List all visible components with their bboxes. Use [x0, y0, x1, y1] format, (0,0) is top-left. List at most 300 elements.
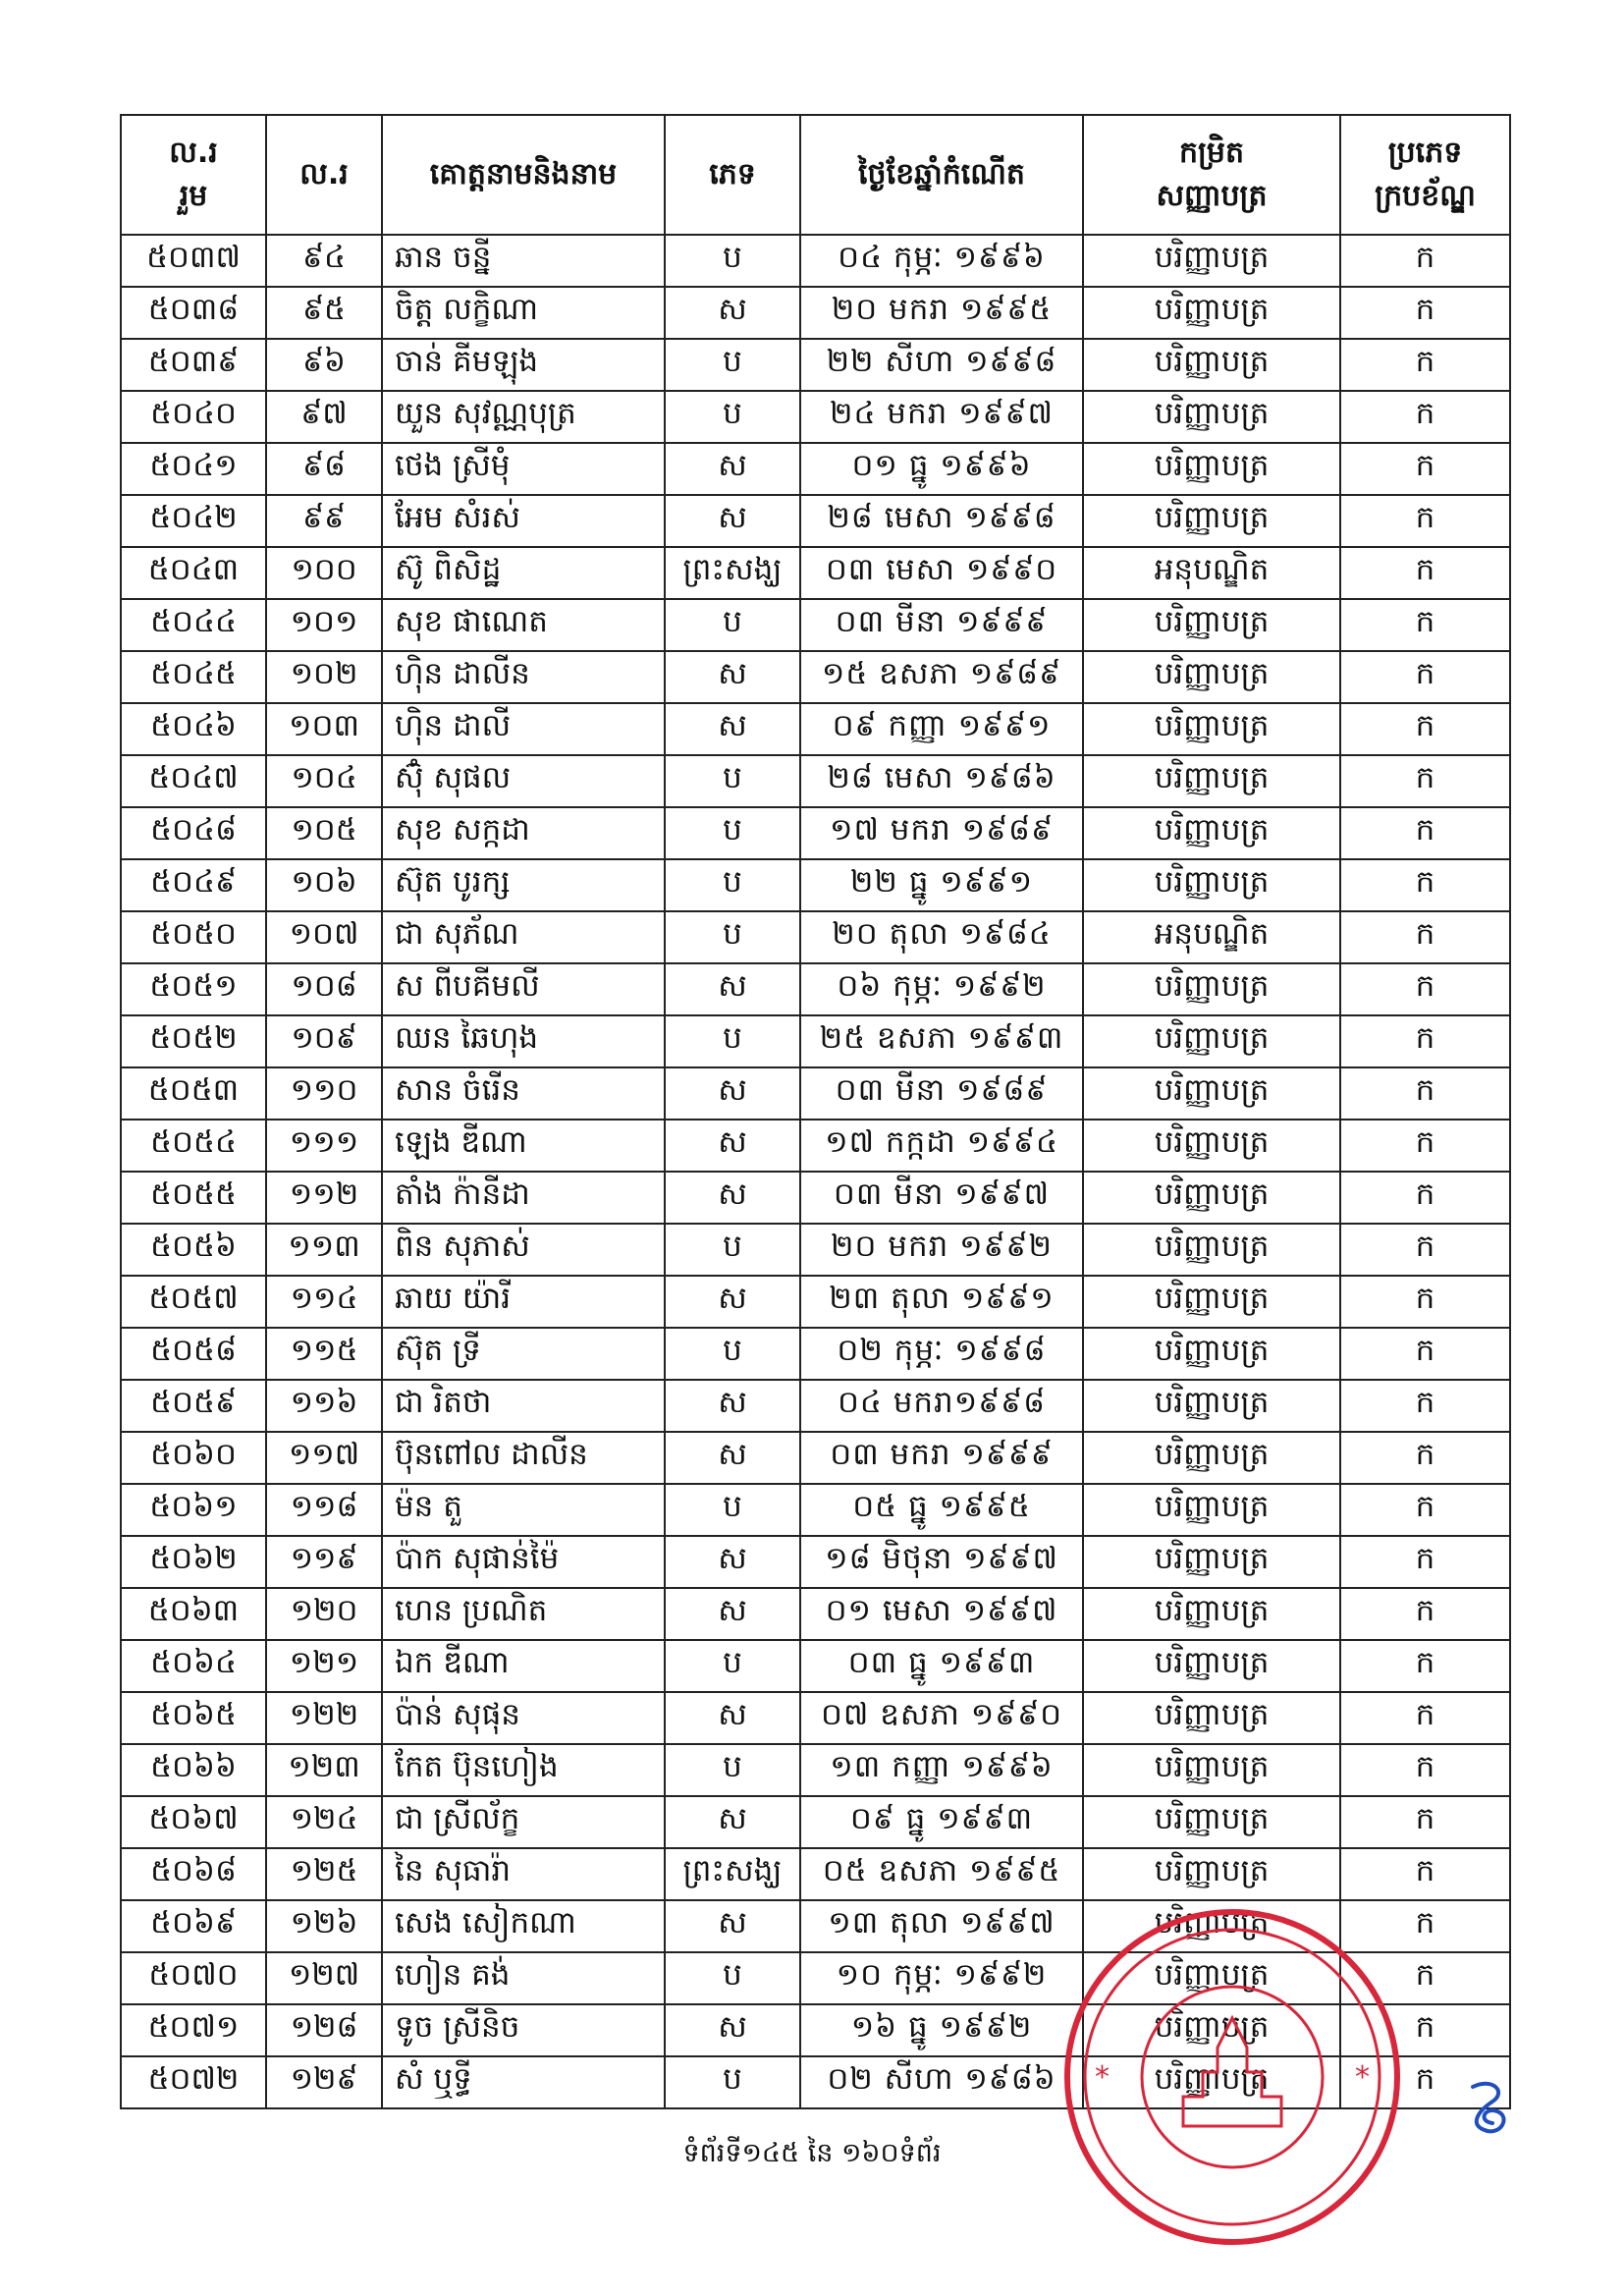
gender-cell: ប: [665, 391, 800, 443]
date-of-birth-cell: ០៣ មីនា ១៩៩៧: [800, 1172, 1083, 1224]
overall-number-cell: ៥០៤១: [121, 443, 266, 495]
stamp-outer-ring: [1067, 1912, 1397, 2242]
column-header-line: គោត្តនាមនិងនាម: [429, 157, 618, 191]
row-number-cell: ១០៤: [266, 755, 382, 807]
row-number-cell: ១១៨: [266, 1484, 382, 1536]
date-of-birth-cell: ០២ សីហា ១៩៨៦: [800, 2056, 1083, 2108]
framework-type-cell: ក: [1340, 2056, 1510, 2108]
table-row: [121, 1276, 1510, 1328]
full-name-cell: ស៊ុំ សុផល: [382, 755, 665, 807]
gender-cell: ស: [665, 495, 800, 547]
overall-number-cell: ៥០៤៣: [121, 547, 266, 599]
full-name-cell: ហ៊ិន ដាលីន: [382, 651, 665, 703]
degree-level-cell: បរិញ្ញាបត្រ: [1083, 1067, 1340, 1120]
overall-number-cell: ៥០៧០: [121, 1952, 266, 2004]
date-of-birth-cell: ០៣ មីនា ១៩៨៩: [800, 1067, 1083, 1120]
overall-number-cell: ៥០៤៨: [121, 807, 266, 859]
date-of-birth-cell: ២០ មករា ១៩៩៥: [800, 287, 1083, 339]
table-row: [121, 235, 1510, 287]
overall-number-cell: ៥០៥២: [121, 1015, 266, 1067]
framework-type-cell: ក: [1340, 963, 1510, 1015]
degree-level-cell: បរិញ្ញាបត្រ: [1083, 1224, 1340, 1276]
degree-level-cell: បរិញ្ញាបត្រ: [1083, 287, 1340, 339]
row-number-cell: ១១៣: [266, 1224, 382, 1276]
row-number-cell: ១១២: [266, 1172, 382, 1224]
row-number-cell: ១០៦: [266, 859, 382, 911]
date-of-birth-cell: ០៥ ឧសភា ១៩៩៥: [800, 1848, 1083, 1900]
date-of-birth-cell: ១៦ ធ្នូ ១៩៩២: [800, 2004, 1083, 2056]
degree-level-cell: អនុបណ្ឌិត: [1083, 911, 1340, 963]
overall-number-cell: ៥០៥១: [121, 963, 266, 1015]
overall-number-cell: ៥០៦៦: [121, 1744, 266, 1796]
row-number-cell: ១០០: [266, 547, 382, 599]
framework-type-cell: ក: [1340, 651, 1510, 703]
official-seal-stamp: [1056, 1900, 1409, 2254]
degree-level-cell: បរិញ្ញាបត្រ: [1083, 1380, 1340, 1432]
degree-level-cell: បរិញ្ញាបត្រ: [1083, 2056, 1340, 2108]
date-of-birth-cell: ០៩ កញ្ញា ១៩៩១: [800, 703, 1083, 755]
column-header-5: [1083, 115, 1340, 235]
date-of-birth-cell: ១០ កុម្ភៈ ១៩៩២: [800, 1952, 1083, 2004]
degree-level-cell: បរិញ្ញាបត្រ: [1083, 1848, 1340, 1900]
column-header-line: ថ្ងៃខែឆ្នាំកំណើត: [858, 157, 1025, 191]
degree-level-cell: បរិញ្ញាបត្រ: [1083, 495, 1340, 547]
table-row: [121, 1172, 1510, 1224]
overall-number-cell: ៥០៦៧: [121, 1796, 266, 1848]
gender-cell: ប: [665, 1744, 800, 1796]
gender-cell: ស: [665, 1536, 800, 1588]
table-row: [121, 1588, 1510, 1640]
row-number-cell: ១២៨: [266, 2004, 382, 2056]
row-number-cell: ១០២: [266, 651, 382, 703]
overall-number-cell: ៥០៤៧: [121, 755, 266, 807]
row-number-cell: ១១៤: [266, 1276, 382, 1328]
row-number-cell: ១២៦: [266, 1900, 382, 1952]
overall-number-cell: ៥០៤៦: [121, 703, 266, 755]
table-row: [121, 1015, 1510, 1067]
date-of-birth-cell: ២៨ មេសា ១៩៩៨: [800, 495, 1083, 547]
gender-cell: ស: [665, 1380, 800, 1432]
framework-type-cell: ក: [1340, 1276, 1510, 1328]
framework-type-cell: ក: [1340, 911, 1510, 963]
row-number-cell: ៩៦: [266, 339, 382, 391]
overall-number-cell: ៥០៦៣: [121, 1588, 266, 1640]
table-row: [121, 859, 1510, 911]
full-name-cell: ពិន សុភាស់: [382, 1224, 665, 1276]
degree-level-cell: បរិញ្ញាបត្រ: [1083, 1640, 1340, 1692]
row-number-cell: ១០៩: [266, 1015, 382, 1067]
overall-number-cell: ៥០៣៩: [121, 339, 266, 391]
table-row: [121, 1120, 1510, 1172]
degree-level-cell: បរិញ្ញាបត្រ: [1083, 1744, 1340, 1796]
degree-level-cell: បរិញ្ញាបត្រ: [1083, 1536, 1340, 1588]
table-body: [121, 235, 1510, 2108]
gender-cell: ប: [665, 1640, 800, 1692]
table-row: [121, 807, 1510, 859]
framework-type-cell: ក: [1340, 339, 1510, 391]
table-row: [121, 651, 1510, 703]
full-name-cell: សេង សៀកណា: [382, 1900, 665, 1952]
overall-number-cell: ៥០៦៨: [121, 1848, 266, 1900]
gender-cell: ស: [665, 443, 800, 495]
degree-level-cell: បរិញ្ញាបត្រ: [1083, 1276, 1340, 1328]
gender-cell: ស: [665, 287, 800, 339]
date-of-birth-cell: ០៣ មករា ១៩៩៩: [800, 1432, 1083, 1484]
framework-type-cell: ក: [1340, 1796, 1510, 1848]
full-name-cell: នៃ សុធារ៉ា: [382, 1848, 665, 1900]
framework-type-cell: ក: [1340, 859, 1510, 911]
gender-cell: ប: [665, 339, 800, 391]
table-row: [121, 1224, 1510, 1276]
full-name-cell: ស៊ុត ទ្រី: [382, 1328, 665, 1380]
overall-number-cell: ៥០៦៤: [121, 1640, 266, 1692]
row-number-cell: ១១៩: [266, 1536, 382, 1588]
overall-number-cell: ៥០៣៨: [121, 287, 266, 339]
gender-cell: ប: [665, 1224, 800, 1276]
degree-level-cell: បរិញ្ញាបត្រ: [1083, 1172, 1340, 1224]
framework-type-cell: ក: [1340, 1640, 1510, 1692]
row-number-cell: ១១៧: [266, 1432, 382, 1484]
table-row: [121, 1484, 1510, 1536]
date-of-birth-cell: ២៤ មករា ១៩៩៧: [800, 391, 1083, 443]
degree-level-cell: បរិញ្ញាបត្រ: [1083, 339, 1340, 391]
column-header-6: [1340, 115, 1510, 235]
full-name-cell: សំ ឬទ្ធី: [382, 2056, 665, 2108]
page-number-footer: ទំព័រទី១៤៥ នៃ ១៦០ទំព័រ: [682, 2138, 942, 2168]
gender-cell: ស: [665, 963, 800, 1015]
overall-number-cell: ៥០៤០: [121, 391, 266, 443]
framework-type-cell: ក: [1340, 1328, 1510, 1380]
overall-number-cell: ៥០៤៥: [121, 651, 266, 703]
degree-level-cell: បរិញ្ញាបត្រ: [1083, 1952, 1340, 2004]
gender-cell: ស: [665, 1692, 800, 1744]
date-of-birth-cell: ២០ តុលា ១៩៨៤: [800, 911, 1083, 963]
row-number-cell: ៩៧: [266, 391, 382, 443]
framework-type-cell: ក: [1340, 1848, 1510, 1900]
overall-number-cell: ៥០៥៨: [121, 1328, 266, 1380]
overall-number-cell: ៥០៧២: [121, 2056, 266, 2108]
gender-cell: ស: [665, 1588, 800, 1640]
degree-level-cell: បរិញ្ញាបត្រ: [1083, 1432, 1340, 1484]
date-of-birth-cell: ២០ មករា ១៩៩២: [800, 1224, 1083, 1276]
table-row: [121, 443, 1510, 495]
table-row: [121, 1744, 1510, 1796]
degree-level-cell: បរិញ្ញាបត្រ: [1083, 1692, 1340, 1744]
degree-level-cell: បរិញ្ញាបត្រ: [1083, 1484, 1340, 1536]
full-name-cell: ហ៊ិន ដាលី: [382, 703, 665, 755]
date-of-birth-cell: ១៧ មករា ១៩៨៩: [800, 807, 1083, 859]
column-header-0: [121, 115, 266, 235]
degree-level-cell: បរិញ្ញាបត្រ: [1083, 1328, 1340, 1380]
column-header-line: រួម: [179, 179, 208, 213]
full-name-cell: ម៉ន តួ: [382, 1484, 665, 1536]
overall-number-cell: ៥០៥៤: [121, 1120, 266, 1172]
gender-cell: ប: [665, 599, 800, 651]
column-header-line: ល.រ: [299, 157, 349, 191]
degree-level-cell: បរិញ្ញាបត្រ: [1083, 1120, 1340, 1172]
date-of-birth-cell: ២២ ធ្នូ ១៩៩១: [800, 859, 1083, 911]
framework-type-cell: ក: [1340, 2004, 1510, 2056]
row-number-cell: ១០៨: [266, 963, 382, 1015]
full-name-cell: ឆាន ចន្នី: [382, 235, 665, 287]
row-number-cell: ១២៣: [266, 1744, 382, 1796]
overall-number-cell: ៥០៥៦: [121, 1224, 266, 1276]
degree-level-cell: បរិញ្ញាបត្រ: [1083, 703, 1340, 755]
framework-type-cell: ក: [1340, 1380, 1510, 1432]
full-name-cell: ថេង ស្រីមុំ: [382, 443, 665, 495]
date-of-birth-cell: ០៧ ឧសភា ១៩៩០: [800, 1692, 1083, 1744]
framework-type-cell: ក: [1340, 1067, 1510, 1120]
full-name-cell: ជា ស្រីល័ក្ខ: [382, 1796, 665, 1848]
roster-table: [120, 114, 1511, 2109]
framework-type-cell: ក: [1340, 1952, 1510, 2004]
column-header-line: សញ្ញាបត្រ: [1156, 179, 1268, 213]
overall-number-cell: ៥០៦២: [121, 1536, 266, 1588]
table-row: [121, 755, 1510, 807]
table-header-row: [121, 115, 1510, 235]
row-number-cell: ១២១: [266, 1640, 382, 1692]
overall-number-cell: ៥០៦១: [121, 1484, 266, 1536]
framework-type-cell: ក: [1340, 391, 1510, 443]
date-of-birth-cell: ១៣ តុលា ១៩៩៧: [800, 1900, 1083, 1952]
full-name-cell: ស៊ុត បូរក្ស: [382, 859, 665, 911]
framework-type-cell: ក: [1340, 1172, 1510, 1224]
full-name-cell: ឈន ឆៃហុង: [382, 1015, 665, 1067]
date-of-birth-cell: ២៣ តុលា ១៩៩១: [800, 1276, 1083, 1328]
overall-number-cell: ៥០៥០: [121, 911, 266, 963]
framework-type-cell: ក: [1340, 1900, 1510, 1952]
date-of-birth-cell: ១៧ កក្កដា ១៩៩៤: [800, 1120, 1083, 1172]
row-number-cell: ៩៩: [266, 495, 382, 547]
table-row: [121, 599, 1510, 651]
framework-type-cell: ក: [1340, 599, 1510, 651]
row-number-cell: ១២២: [266, 1692, 382, 1744]
gender-cell: ព្រះសង្ឃ: [665, 547, 800, 599]
date-of-birth-cell: ០២ កុម្ភៈ ១៩៩៨: [800, 1328, 1083, 1380]
full-name-cell: ទូច ស្រីនិច: [382, 2004, 665, 2056]
framework-type-cell: ក: [1340, 1536, 1510, 1588]
framework-type-cell: ក: [1340, 807, 1510, 859]
full-name-cell: កែត ប៊ុនហៀង: [382, 1744, 665, 1796]
full-name-cell: ចិត្ត លក្ខិណា: [382, 287, 665, 339]
full-name-cell: ហៀន គង់: [382, 1952, 665, 2004]
table-row: [121, 703, 1510, 755]
framework-type-cell: ក: [1340, 443, 1510, 495]
full-name-cell: ជា រិតថា: [382, 1380, 665, 1432]
overall-number-cell: ៥០៦៥: [121, 1692, 266, 1744]
overall-number-cell: ៥០៤២: [121, 495, 266, 547]
overall-number-cell: ៥០៥៣: [121, 1067, 266, 1120]
date-of-birth-cell: ២៥ ឧសភា ១៩៩៣: [800, 1015, 1083, 1067]
signature-mark: [1453, 2072, 1522, 2141]
stamp-star-right: *: [1355, 2060, 1370, 2095]
date-of-birth-cell: ០៦ កុម្ភៈ ១៩៩២: [800, 963, 1083, 1015]
table-row: [121, 911, 1510, 963]
full-name-cell: ស ពីបគីមលី: [382, 963, 665, 1015]
table-row: [121, 391, 1510, 443]
column-header-line: ភេទ: [709, 157, 756, 191]
full-name-cell: ប៊ុនពៅល ដាលីន: [382, 1432, 665, 1484]
date-of-birth-cell: ២៨ មេសា ១៩៨៦: [800, 755, 1083, 807]
row-number-cell: ១២០: [266, 1588, 382, 1640]
table-row: [121, 1380, 1510, 1432]
overall-number-cell: ៥០៥៥: [121, 1172, 266, 1224]
gender-cell: ស: [665, 1067, 800, 1120]
full-name-cell: ស៊ូ ពិសិដ្ឋ: [382, 547, 665, 599]
full-name-cell: ជា សុភ័ណ: [382, 911, 665, 963]
row-number-cell: ១០១: [266, 599, 382, 651]
signature-stroke: [1473, 2084, 1504, 2132]
table-row: [121, 1536, 1510, 1588]
gender-cell: ព្រះសង្ឃ: [665, 1848, 800, 1900]
framework-type-cell: ក: [1340, 287, 1510, 339]
degree-level-cell: បរិញ្ញាបត្រ: [1083, 1900, 1340, 1952]
overall-number-cell: ៥០៦៩: [121, 1900, 266, 1952]
framework-type-cell: ក: [1340, 547, 1510, 599]
framework-type-cell: ក: [1340, 1744, 1510, 1796]
stamp-inner-ring: [1085, 1930, 1380, 2224]
table-row: [121, 1848, 1510, 1900]
date-of-birth-cell: ០៣ ធ្នូ ១៩៩៣: [800, 1640, 1083, 1692]
row-number-cell: ៩៥: [266, 287, 382, 339]
table-row: [121, 1640, 1510, 1692]
full-name-cell: ឯក ឌីណា: [382, 1640, 665, 1692]
column-header-2: [382, 115, 665, 235]
column-header-1: [266, 115, 382, 235]
row-number-cell: ១១៦: [266, 1380, 382, 1432]
overall-number-cell: ៥០៣៧: [121, 235, 266, 287]
gender-cell: ប: [665, 755, 800, 807]
full-name-cell: អែម សំរស់: [382, 495, 665, 547]
row-number-cell: ១២៤: [266, 1796, 382, 1848]
full-name-cell: ប៉ាន់ សុផុន: [382, 1692, 665, 1744]
gender-cell: ប: [665, 1484, 800, 1536]
full-name-cell: ចាន់ គីមឡុង: [382, 339, 665, 391]
full-name-cell: ឡេង ឌីណា: [382, 1120, 665, 1172]
row-number-cell: ១១៥: [266, 1328, 382, 1380]
stamp-star-left: *: [1095, 2060, 1110, 2095]
degree-level-cell: បរិញ្ញាបត្រ: [1083, 2004, 1340, 2056]
row-number-cell: ១០៧: [266, 911, 382, 963]
degree-level-cell: បរិញ្ញាបត្រ: [1083, 443, 1340, 495]
table-row: [121, 339, 1510, 391]
date-of-birth-cell: ១៣ កញ្ញា ១៩៩៦: [800, 1744, 1083, 1796]
overall-number-cell: ៥០៤៩: [121, 859, 266, 911]
date-of-birth-cell: ០៤ មករា១៩៩៨: [800, 1380, 1083, 1432]
gender-cell: ប: [665, 859, 800, 911]
gender-cell: ស: [665, 651, 800, 703]
gender-cell: ប: [665, 235, 800, 287]
full-name-cell: ប៉ាក សុផាន់ម៉ៃ: [382, 1536, 665, 1588]
row-number-cell: ១២៥: [266, 1848, 382, 1900]
framework-type-cell: ក: [1340, 1588, 1510, 1640]
framework-type-cell: ក: [1340, 235, 1510, 287]
gender-cell: ស: [665, 1432, 800, 1484]
overall-number-cell: ៥០៤៤: [121, 599, 266, 651]
overall-number-cell: ៥០៥៩: [121, 1380, 266, 1432]
date-of-birth-cell: ០១ មេសា ១៩៩៧: [800, 1588, 1083, 1640]
row-number-cell: ១០៣: [266, 703, 382, 755]
column-header-4: [800, 115, 1083, 235]
gender-cell: ស: [665, 1900, 800, 1952]
degree-level-cell: បរិញ្ញាបត្រ: [1083, 859, 1340, 911]
gender-cell: ស: [665, 1120, 800, 1172]
temple-emblem-icon: [1183, 2018, 1281, 2126]
degree-level-cell: បរិញ្ញាបត្រ: [1083, 235, 1340, 287]
degree-level-cell: បរិញ្ញាបត្រ: [1083, 391, 1340, 443]
gender-cell: ស: [665, 703, 800, 755]
date-of-birth-cell: ០៥ ធ្នូ ១៩៩៥: [800, 1484, 1083, 1536]
framework-type-cell: ក: [1340, 1484, 1510, 1536]
framework-type-cell: ក: [1340, 1120, 1510, 1172]
gender-cell: ប: [665, 911, 800, 963]
overall-number-cell: ៥០៦០: [121, 1432, 266, 1484]
row-number-cell: ៩៤: [266, 235, 382, 287]
gender-cell: ប: [665, 1952, 800, 2004]
framework-type-cell: ក: [1340, 1224, 1510, 1276]
date-of-birth-cell: ២២ សីហា ១៩៩៨: [800, 339, 1083, 391]
column-header-line: ក្របខ័ណ្ឌ: [1375, 179, 1476, 213]
row-number-cell: ១០៥: [266, 807, 382, 859]
table-row: [121, 287, 1510, 339]
gender-cell: ស: [665, 1276, 800, 1328]
gender-cell: ប: [665, 807, 800, 859]
table-row: [121, 1692, 1510, 1744]
gender-cell: ប: [665, 1015, 800, 1067]
column-header-3: [665, 115, 800, 235]
degree-level-cell: បរិញ្ញាបត្រ: [1083, 1588, 1340, 1640]
table-row: [121, 1067, 1510, 1120]
degree-level-cell: បរិញ្ញាបត្រ: [1083, 651, 1340, 703]
date-of-birth-cell: ០៣ មីនា ១៩៩៩: [800, 599, 1083, 651]
full-name-cell: តាំង ក៉ានីដា: [382, 1172, 665, 1224]
full-name-cell: សុខ ផាណេត: [382, 599, 665, 651]
framework-type-cell: ក: [1340, 1015, 1510, 1067]
full-name-cell: ឆាយ យ៉ារី: [382, 1276, 665, 1328]
table-row: [121, 547, 1510, 599]
full-name-cell: យួន សុវណ្ណបុត្រ: [382, 391, 665, 443]
row-number-cell: ១២៧: [266, 1952, 382, 2004]
framework-type-cell: ក: [1340, 1692, 1510, 1744]
degree-level-cell: បរិញ្ញាបត្រ: [1083, 1015, 1340, 1067]
degree-level-cell: បរិញ្ញាបត្រ: [1083, 599, 1340, 651]
table-row: [121, 1432, 1510, 1484]
row-number-cell: ៩៨: [266, 443, 382, 495]
table-row: [121, 1328, 1510, 1380]
row-number-cell: ១១០: [266, 1067, 382, 1120]
date-of-birth-cell: ០៩ ធ្នូ ១៩៩៣: [800, 1796, 1083, 1848]
gender-cell: ប: [665, 1328, 800, 1380]
row-number-cell: ១១១: [266, 1120, 382, 1172]
date-of-birth-cell: ១៨ មិថុនា ១៩៩៧: [800, 1536, 1083, 1588]
overall-number-cell: ៥០៥៧: [121, 1276, 266, 1328]
degree-level-cell: បរិញ្ញាបត្រ: [1083, 807, 1340, 859]
degree-level-cell: បរិញ្ញាបត្រ: [1083, 755, 1340, 807]
full-name-cell: ហេន ប្រណិត: [382, 1588, 665, 1640]
framework-type-cell: ក: [1340, 495, 1510, 547]
framework-type-cell: ក: [1340, 703, 1510, 755]
table-row: [121, 1796, 1510, 1848]
degree-level-cell: បរិញ្ញាបត្រ: [1083, 963, 1340, 1015]
degree-level-cell: បរិញ្ញាបត្រ: [1083, 1796, 1340, 1848]
date-of-birth-cell: ០៤ កុម្ភៈ ១៩៩៦: [800, 235, 1083, 287]
table-row: [121, 495, 1510, 547]
gender-cell: ស: [665, 1796, 800, 1848]
date-of-birth-cell: ០១ ធ្នូ ១៩៩៦: [800, 443, 1083, 495]
full-name-cell: សុខ សក្កដា: [382, 807, 665, 859]
column-header-line: កម្រិត: [1178, 136, 1245, 170]
gender-cell: ប: [665, 2056, 800, 2108]
